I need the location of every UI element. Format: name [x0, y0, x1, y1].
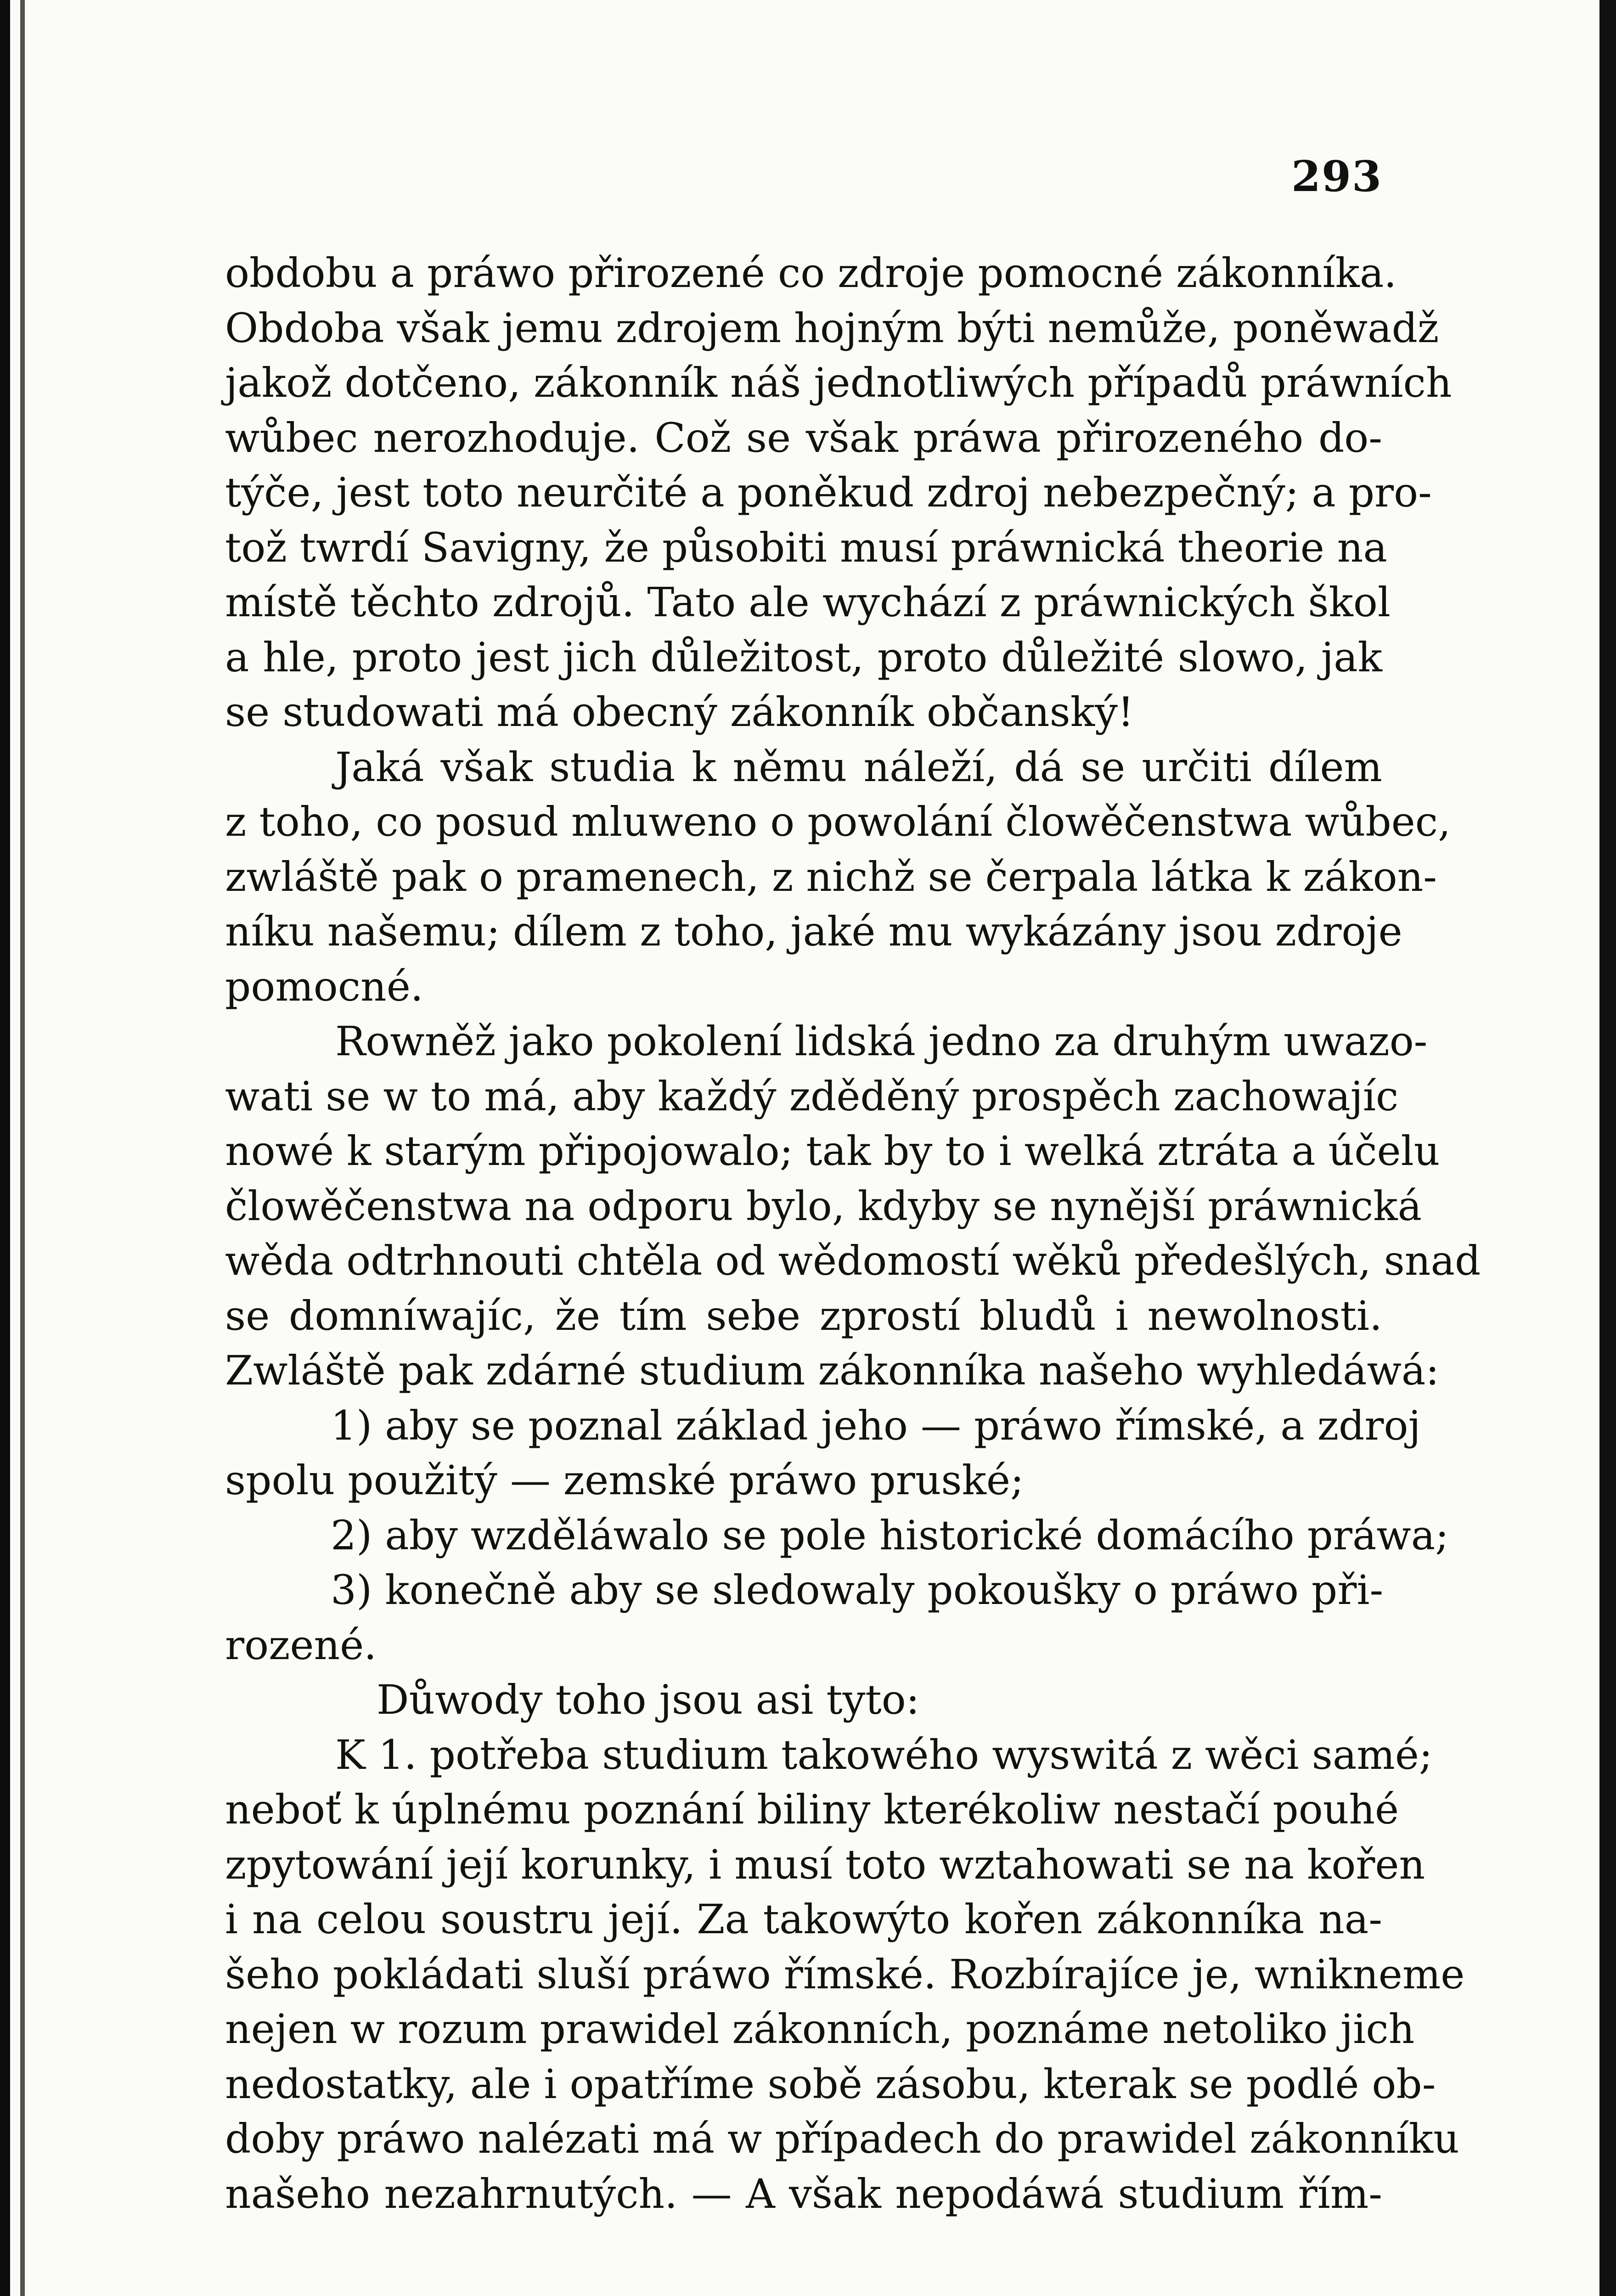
text-line: obdobu a práwo přirozené co zdroje pomocné zákonníka.: [225, 249, 1397, 297]
text-line: wati se w to má, aby každý zděděný prospěch zachowajíc: [225, 1072, 1399, 1120]
text-line: rozené.: [225, 1621, 377, 1669]
text-line: pomocné.: [225, 962, 423, 1010]
text-line: Jaká však studia k němu náleží, dá se určiti dílem: [335, 743, 1382, 791]
page-number: 293: [1291, 152, 1382, 201]
text-line: nejen w rozum prawidel zákonních, poznáme netoliko jich: [225, 2005, 1415, 2053]
list-item: 2) aby wzděláwalo se pole historické domácího práwa;: [331, 1511, 1449, 1559]
list-item: 1) aby se poznal základ jeho — práwo římské, a zdroj: [331, 1401, 1421, 1449]
text-line: K 1. potřeba studium takowého wyswitá z wěci samé;: [335, 1731, 1433, 1778]
text-line: neboť k úplnému poznání biliny kterékoliw nestačí pouhé: [225, 1786, 1399, 1833]
text-line: wůbec nerozhoduje. Což se však práwa přirozeného do-: [225, 414, 1382, 461]
text-line: Obdoba však jemu zdrojem hojným býti nemůže, poněwadž: [225, 304, 1439, 352]
text-line: člowěčenstwa na odporu bylo, kdyby se nynější práwnická: [225, 1182, 1422, 1230]
text-line: zpytowání její korunky, i musí toto wztahowati se na kořen: [225, 1840, 1425, 1888]
text-line: jakož dotčeno, zákonník náš jednotliwých případů práwních: [225, 359, 1452, 406]
text-line: a hle, proto jest jich důležitost, proto důležité slowo, jak: [225, 633, 1382, 681]
text-line: šeho pokládati sluší práwo římské. Rozbírajíce je, wnikneme: [225, 1950, 1465, 1998]
binding-edge-shadow: [20, 0, 25, 2296]
text-line: se studowati má obecný zákonník občanský!: [225, 688, 1134, 736]
text-line: nedostatky, ale i opatříme sobě zásobu, kterak se podlé ob-: [225, 2060, 1436, 2108]
text-line: místě těchto zdrojů. Tato ale wychází z práwnických škol: [225, 579, 1391, 626]
text-line: wěda odtrhnouti chtěla od wědomostí wěků předešlých, snad: [225, 1237, 1481, 1284]
text-line: tož twrdí Savigny, že působiti musí práwnická theorie na: [225, 523, 1387, 571]
text-line: zwláště pak o pramenech, z nichž se čerpala látka k zákon-: [225, 853, 1437, 900]
body-text: [225, 246, 1481, 2221]
page-edge-border: [1599, 0, 1616, 2296]
text-line: níku našemu; dílem z toho, jaké mu wykázány jsou zdroje: [225, 908, 1402, 955]
text-line: doby práwo nalézati má w případech do prawidel zákonníku: [225, 2115, 1459, 2162]
text-line: nowé k starým připojowalo; tak by to i welká ztráta a účelu: [225, 1127, 1440, 1175]
text-line: týče, jest toto neurčité a poněkud zdroj nebezpečný; a pro-: [225, 469, 1432, 516]
list-item: 3) konečně aby se sledowaly pokoušky o práwo při-: [331, 1566, 1384, 1614]
text-line: našeho nezahrnutých. — A však nepodáwá studium řím-: [225, 2170, 1382, 2217]
section-heading: Důwody toho jsou asi tyto:: [377, 1676, 920, 1723]
text-line: se domníwajíc, že tím sebe zprostí bludů i newolnosti.: [225, 1292, 1382, 1339]
text-line: Zwláště pak zdárné studium zákonníka našeho wyhledáwá:: [225, 1347, 1440, 1394]
text-line: Rowněž jako pokolení lidská jedno za druhým uwazo-: [335, 1018, 1428, 1065]
text-line: z toho, co posud mluweno o powolání člowěčenstwa wůbec,: [225, 798, 1451, 845]
text-line: i na celou soustru její. Za takowýto kořen zákonníka na-: [225, 1896, 1382, 1943]
text-line: spolu použitý — zemské práwo pruské;: [225, 1457, 1024, 1504]
